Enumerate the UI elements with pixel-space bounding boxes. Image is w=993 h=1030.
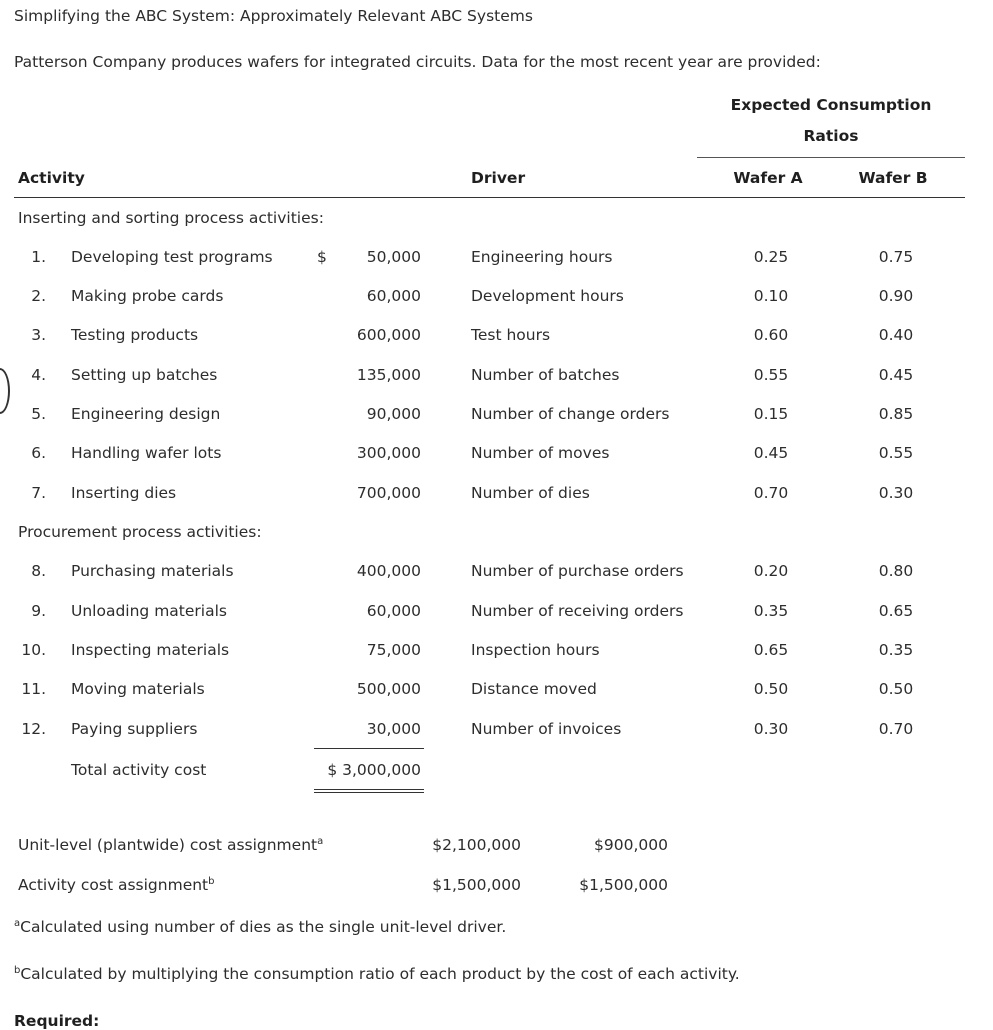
row-wafer-b: 0.75 [878,248,914,266]
row-number: 11. [21,680,46,698]
footnote-a-marker: a [317,835,324,847]
activity-assignment-wafer-b: $1,500,000 [579,876,668,894]
required-heading: Required: [14,1012,100,1030]
row-wafer-a: 0.60 [753,326,789,344]
total-label: Total activity cost [71,761,207,779]
header-driver: Driver [471,169,526,187]
row-number: 3. [31,326,46,344]
row-wafer-a: 0.15 [753,405,789,423]
row-wafer-a: 0.35 [753,602,789,620]
subtotal-rule [314,748,424,749]
footnote-a: $^a$Calculated using number of dies as the single unit-level driver. [14,917,507,936]
row-activity: Engineering design [71,405,221,423]
row-wafer-b: 0.55 [878,444,914,462]
row-wafer-b: 0.85 [878,405,914,423]
consumption-header-line1: Expected Consumption [730,96,932,114]
row-wafer-b: 0.45 [878,366,914,384]
row-number: 10. [21,641,46,659]
row-activity: Unloading materials [71,602,227,620]
row-cost: 135,000 [356,366,421,384]
row-wafer-b: 0.30 [878,484,914,502]
row-wafer-b: 0.40 [878,326,914,344]
row-activity: Handling wafer lots [71,444,222,462]
row-number: 12. [21,720,46,738]
header-wafer-a: Wafer A [733,169,803,187]
row-wafer-a: 0.10 [753,287,789,305]
row-number: 4. [31,366,46,384]
row-wafer-b: 0.70 [878,720,914,738]
unit-level-assignment-label: Unit-level (plantwide) cost assignment$^a$ [18,835,324,854]
row-driver: Number of moves [471,444,610,462]
row-number: 5. [31,405,46,423]
row-cost: 60,000 [366,287,421,305]
row-activity: Inspecting materials [71,641,230,659]
page-title: Simplifying the ABC System: Approximately Relevant ABC Systems [14,7,533,25]
row-wafer-a: 0.30 [753,720,789,738]
row-number: 6. [31,444,46,462]
row-wafer-a: 0.25 [753,248,789,266]
header-wafer-b: Wafer B [858,169,928,187]
row-wafer-b: 0.35 [878,641,914,659]
row-cost: 700,000 [356,484,421,502]
row-number: 9. [31,602,46,620]
row-driver: Test hours [471,326,551,344]
row-driver: Number of batches [471,366,620,384]
row-driver: Inspection hours [471,641,600,659]
row-driver: Number of invoices [471,720,622,738]
consumption-header-rule [697,157,965,158]
row-driver: Number of change orders [471,405,670,423]
row-wafer-a: 0.45 [753,444,789,462]
row-activity: Moving materials [71,680,205,698]
row-cost: 50,000 [366,248,421,266]
section-procurement: Procurement process activities: [18,523,262,541]
row-activity: Developing test programs [71,248,273,266]
row-driver: Number of dies [471,484,590,502]
row-cost: 600,000 [356,326,421,344]
row-wafer-a: 0.65 [753,641,789,659]
activity-assignment-label: Activity cost assignment$^b$ [18,875,215,894]
footnote-b: $^b$Calculated by multiplying the consumption ratio of each product by the cost of each activity. [14,964,740,983]
header-activity: Activity [18,169,85,187]
total-value: $ 3,000,000 [327,761,421,779]
section-inserting-sorting: Inserting and sorting process activities: [18,209,324,227]
row-cost: 500,000 [356,680,421,698]
unit-level-wafer-b: $900,000 [594,836,668,854]
footnote-b-marker: b [208,875,215,887]
row-wafer-a: 0.50 [753,680,789,698]
row-driver: Development hours [471,287,624,305]
row-number: 2. [31,287,46,305]
activity-assignment-wafer-a: $1,500,000 [432,876,521,894]
row-cost: 90,000 [366,405,421,423]
row-driver: Engineering hours [471,248,613,266]
intro-text: Patterson Company produces wafers for integrated circuits. Data for the most recent year are provided: [14,53,821,71]
total-double-rule [314,789,424,793]
row-number: 1. [31,248,46,266]
row-number: 8. [31,562,46,580]
header-bottom-rule [14,197,965,198]
row-wafer-b: 0.90 [878,287,914,305]
row-driver: Number of purchase orders [471,562,684,580]
row-driver: Distance moved [471,680,597,698]
row-activity: Making probe cards [71,287,224,305]
row-wafer-a: 0.20 [753,562,789,580]
page-edge-bracket [0,368,10,414]
row-activity: Inserting dies [71,484,177,502]
row-number: 7. [31,484,46,502]
row-wafer-b: 0.80 [878,562,914,580]
row-cost: 400,000 [356,562,421,580]
row-wafer-b: 0.65 [878,602,914,620]
row-cost: 300,000 [356,444,421,462]
row-wafer-a: 0.55 [753,366,789,384]
row-activity: Testing products [71,326,199,344]
currency-symbol: $ [317,248,327,266]
row-activity: Paying suppliers [71,720,198,738]
row-wafer-a: 0.70 [753,484,789,502]
consumption-header-line2: Ratios [803,127,859,145]
row-driver: Number of receiving orders [471,602,684,620]
row-activity: Purchasing materials [71,562,234,580]
unit-level-wafer-a: $2,100,000 [432,836,521,854]
row-activity: Setting up batches [71,366,218,384]
row-cost: 75,000 [366,641,421,659]
row-cost: 60,000 [366,602,421,620]
row-cost: 30,000 [366,720,421,738]
row-wafer-b: 0.50 [878,680,914,698]
